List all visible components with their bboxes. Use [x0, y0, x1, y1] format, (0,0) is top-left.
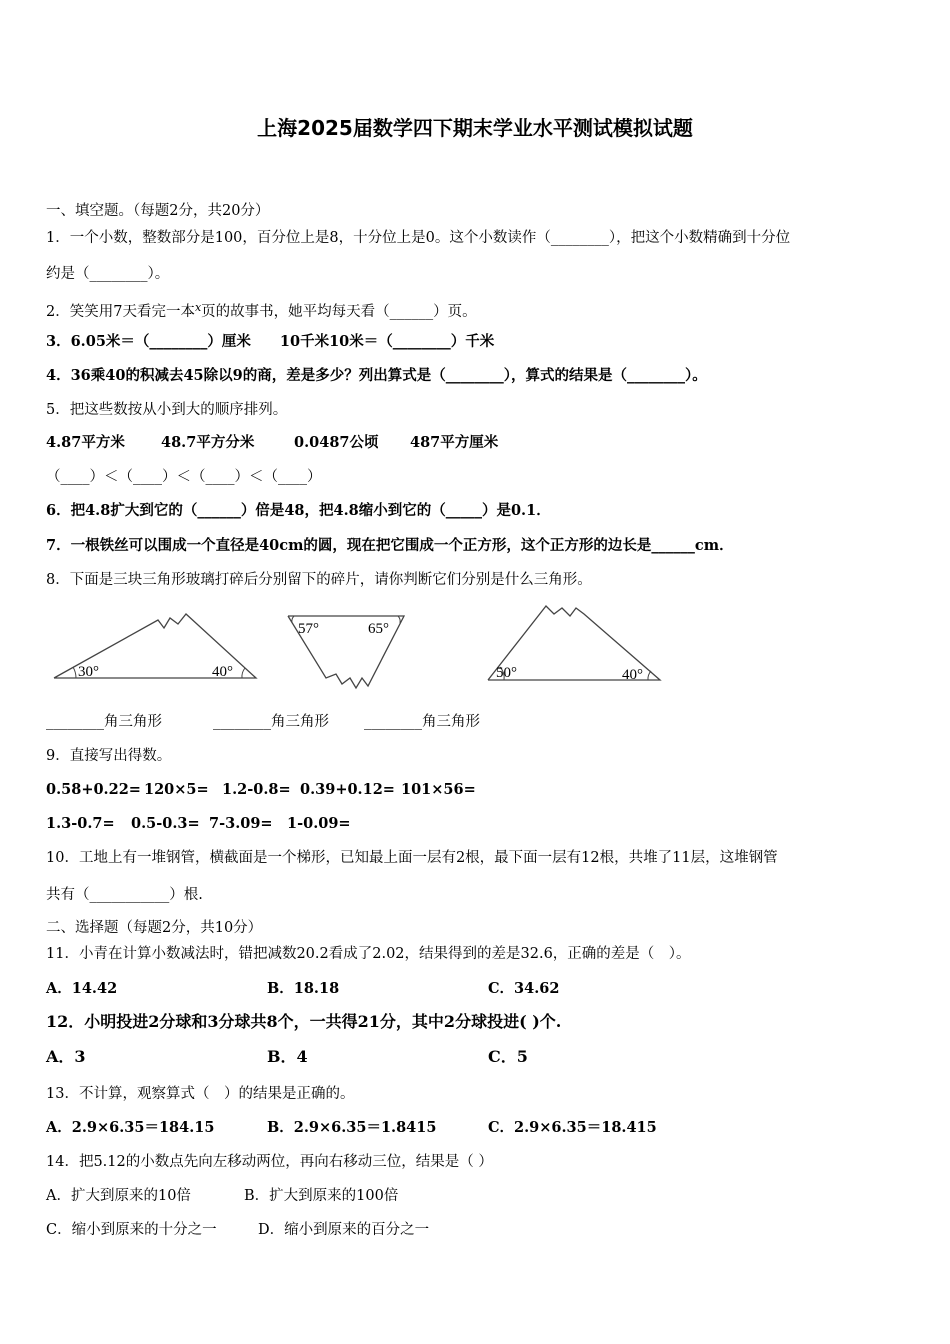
answer-blank: ________角三角形: [213, 714, 329, 730]
option-c: C．5: [488, 1047, 528, 1066]
calc-item: 0.58+0.22=: [46, 781, 141, 798]
question-7: 7．一根铁丝可以围成一个直径是40cm的圆，现在把它围成一个正方形，这个正方形的边长是______cm．: [46, 537, 734, 554]
calc-item: 1-0.09=: [287, 815, 351, 832]
triangle-fragment-1: [46, 608, 266, 688]
triangle-fragment-3: [480, 600, 670, 690]
option-a: A．14.42: [46, 980, 118, 997]
option-b: B．4: [267, 1047, 308, 1066]
question-8-answers: [46, 712, 480, 732]
question-6: 6．把4.8扩大到它的（______）倍是48，把4.8缩小到它的（_____）是0.1．: [46, 502, 551, 519]
calc-item: 120×5=: [144, 781, 209, 798]
option-c: C．34.62: [488, 980, 560, 997]
section-heading-fill-blank: 一、填空题。（每题2分，共20分）: [46, 203, 270, 219]
answer-blank: ________角三角形: [364, 714, 480, 730]
question-5-items: [46, 433, 498, 453]
option-a: A．3: [46, 1047, 86, 1066]
angle-label: 30°: [78, 664, 99, 680]
question-12-options: [46, 1047, 528, 1067]
angle-label: 65°: [368, 621, 389, 637]
question-2-text-b: 页的故事书，她平均每天看（______）页。: [201, 304, 477, 320]
question-14-options-row-2: [46, 1220, 429, 1240]
calc-item: 0.5-0.3=: [131, 815, 200, 832]
page-title: 上海2025届数学四下期末学业水平测试模拟试题: [257, 116, 693, 140]
option-b: B．2.9×6.35＝1.8415: [267, 1119, 437, 1136]
question-2-variable: x: [194, 301, 202, 314]
question-11: 11．小青在计算小数减法时，错把减数20.2看成了2.02，结果得到的差是32.6，正确的差是（ ）。: [46, 946, 691, 962]
question-12: 12．小明投进2分球和3分球共8个，一共得21分，其中2分球投进( )个.: [46, 1012, 562, 1031]
option-b: B．扩大到原来的100倍: [244, 1188, 399, 1204]
question-14: 14．把5.12的小数点先向左移动两位，再向右移动三位，结果是（ ）: [46, 1154, 493, 1170]
question-1-line-1: 1．一个小数，整数部分是100，百分位上是8，十分位上是0。这个小数读作（________），把这个小数精确到十分位: [46, 230, 791, 246]
question-9-row-1: [46, 780, 476, 800]
q5-item: 0.0487公顷: [294, 434, 379, 451]
section-heading-choice: 二、选择题（每题2分，共10分）: [46, 920, 263, 936]
question-9: 9．直接写出得数。: [46, 748, 172, 764]
question-8: 8．下面是三块三角形玻璃打碎后分别留下的碎片，请你判断它们分别是什么三角形。: [46, 572, 592, 588]
question-10-line-2: 共有（___________）根.: [46, 887, 203, 903]
option-d: D．缩小到原来的百分之一: [258, 1222, 430, 1238]
question-4: 4．36乘40的积减去45除以9的商，差是多少？列出算式是（________），算式的结果是（________）。: [46, 367, 707, 384]
question-3: 3．6.05米＝（________）厘米 10千米10米＝（________）千米: [46, 333, 495, 350]
question-9-row-2: [46, 814, 351, 834]
option-b: B．18.18: [267, 980, 340, 997]
question-13: 13．不计算，观察算式（ ）的结果是正确的。: [46, 1086, 355, 1102]
q5-item: 487平方厘米: [410, 434, 499, 451]
option-a: A．扩大到原来的10倍: [46, 1188, 191, 1204]
question-1-line-2: 约是（________）。: [46, 266, 170, 282]
answer-blank: ________角三角形: [46, 714, 162, 730]
calc-item: 1.2-0.8=: [222, 781, 291, 798]
q5-item: 48.7平方分米: [161, 434, 255, 451]
question-14-options-row-1: [46, 1186, 398, 1206]
calc-item: 101×56=: [401, 781, 476, 798]
question-10-line-1: 10．工地上有一堆钢管，横截面是一个梯形，已知最上面一层有2根，最下面一层有12根，共堆了11层，这堆钢管: [46, 850, 778, 866]
option-a: A．2.9×6.35＝184.15: [46, 1119, 215, 1136]
calc-item: 1.3-0.7=: [46, 815, 115, 832]
angle-label: 40°: [622, 667, 643, 683]
q5-item: 4.87平方米: [46, 434, 125, 451]
question-5-order: （____）＜（____）＜（____）＜（____）: [46, 469, 322, 485]
angle-label: 40°: [212, 664, 233, 680]
option-c: C．缩小到原来的十分之一: [46, 1222, 217, 1238]
question-5: 5．把这些数按从小到大的顺序排列。: [46, 402, 288, 418]
calc-item: 7-3.09=: [209, 815, 273, 832]
question-2-text-a: 2．笑笑用7天看完一本: [46, 304, 195, 320]
angle-label: 50°: [496, 665, 517, 681]
question-11-options: [46, 979, 559, 999]
question-2: [46, 298, 477, 322]
question-13-options: [46, 1118, 657, 1138]
calc-item: 0.39+0.12=: [300, 781, 395, 798]
option-c: C．2.9×6.35＝18.415: [488, 1119, 657, 1136]
triangle-fragment-2: [284, 608, 414, 693]
angle-label: 57°: [298, 621, 319, 637]
